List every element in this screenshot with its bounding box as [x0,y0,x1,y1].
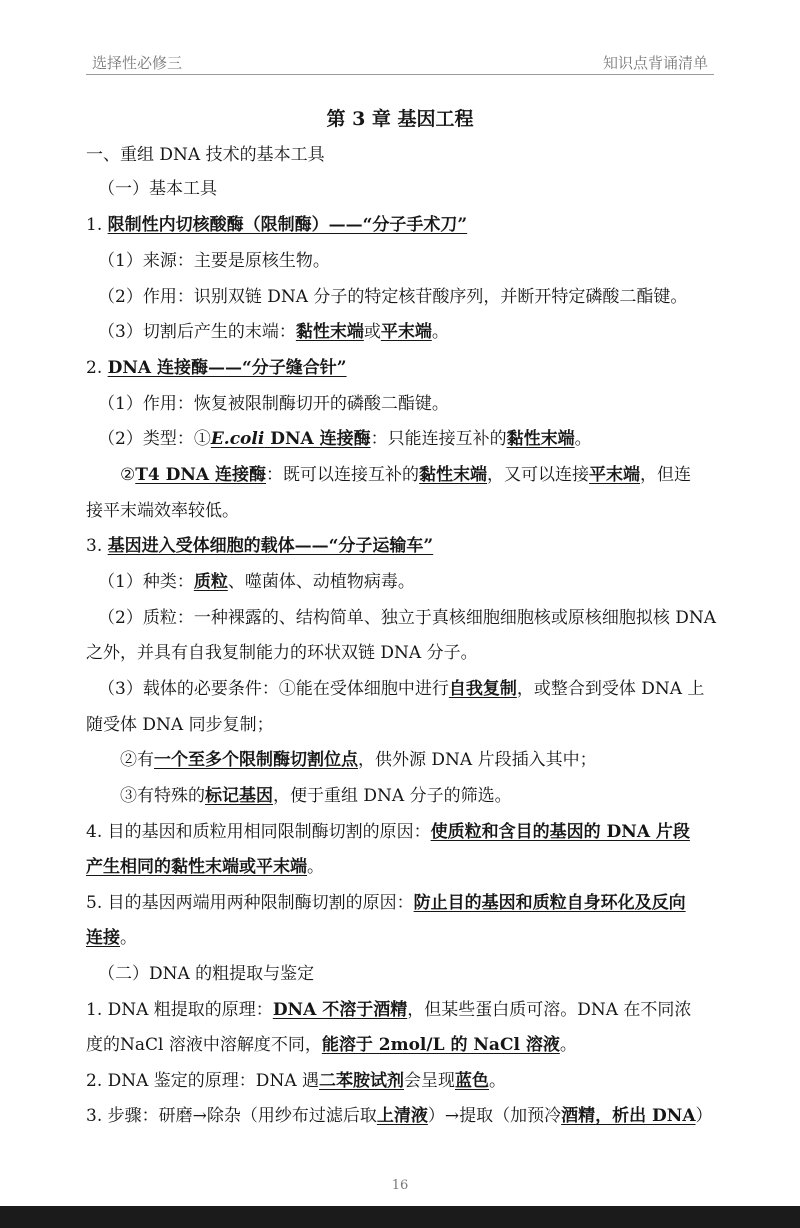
text-span: 或 [363,322,381,342]
key-term: 黏性末端 [419,465,488,485]
text-span: 。 [120,928,137,948]
header-left: 选择性必修三 [92,54,183,72]
key-term: 自我复制 [448,679,517,699]
text-span: （1）种类： [98,572,194,592]
text-line [86,1033,726,1057]
key-term: 黏性末端 [295,322,364,342]
key-term: 连接 [86,928,120,948]
key-term: 能溶于 2mol/L 的 NaCl 溶液 [321,1035,560,1055]
key-term: 二苯胺试剂 [319,1071,404,1091]
text-line: （1）来源：主要是原核生物。 [98,251,330,271]
text-span: （2）类型：① [98,429,211,449]
text-span: 4. 目的基因和质粒用相同限制酶切割的原因： [86,822,431,842]
header-right: 知识点背诵清单 [602,54,708,72]
item-title: 限制性内切核酸酶（限制酶）——“分子手术刀” [107,215,468,235]
text-line [86,820,726,844]
text-span: （3）载体的必要条件：①能在受体细胞中进行 [98,679,449,699]
text-span: ，或整合到受体 DNA 上 [516,679,705,699]
text-line: 之外，并具有自我复制能力的环状双链 DNA 分子。 [86,643,478,663]
text-line [120,748,760,772]
key-term: 上清液 [376,1106,428,1126]
text-line [86,1104,726,1128]
key-term: 平末端 [589,465,641,485]
text-line: （1）作用：恢复被限制酶切开的磷酸二酯键。 [98,394,449,414]
item-heading-2 [86,356,726,380]
text-line: （2）作用：识别双链 DNA 分子的特定核苷酸序列，并断开特定磷酸二酯键。 [98,287,688,307]
item-title: DNA 连接酶——“分子缝合针” [107,358,347,378]
chapter-title: 第 3 章 基因工程 [326,108,474,130]
text-span: 5. 目的基因两端用两种限制酶切割的原因： [86,893,414,913]
key-term: 酒精，析出 DNA [561,1106,696,1126]
text-span: （3）切割后产生的末端： [98,322,296,342]
text-span: 3. 步骤：研磨→除杂（用纱布过滤后取 [86,1106,377,1126]
key-term: 产生相同的黏性末端或平末端 [86,857,307,877]
text-span: ，但某些蛋白质可溶。DNA 在不同浓 [407,1000,692,1020]
text-line [98,320,738,344]
header-divider [86,74,714,75]
text-line [86,855,726,879]
item-number: 1. [86,215,108,235]
item-heading-3 [86,534,726,558]
text-span: ② [120,465,136,485]
key-term: 使质粒和含目的基因的 DNA 片段 [430,822,690,842]
text-span: 1. DNA 粗提取的原理： [86,1000,273,1020]
text-span: ） [695,1106,713,1126]
text-span: ）→提取（加预冷 [427,1106,562,1126]
text-line [98,570,738,594]
text-line [86,926,726,950]
text-line [86,1069,726,1093]
text-span: 、噬菌体、动植物病毒。 [227,572,415,592]
text-span: 2. DNA 鉴定的原理：DNA 遇 [86,1071,319,1091]
key-term: T4 DNA 连接酶 [135,465,267,485]
bottom-bar [0,1206,800,1228]
text-span: ，便于重组 DNA 分子的筛选。 [273,786,512,806]
section-heading: 一、重组 DNA 技术的基本工具 [86,145,325,165]
key-term: 一个至多个限制酶切割位点 [154,750,358,770]
subsection-heading: （一）基本工具 [98,179,217,199]
key-term: 防止目的基因和质粒自身环化及反向 [413,893,686,913]
item-number: 2. [86,358,108,378]
text-line: 随受体 DNA 同步复制； [86,715,274,735]
key-term: 平末端 [380,322,432,342]
text-span: ：既可以连接互补的 [266,465,420,485]
text-span: 。 [489,1071,506,1091]
text-span: 会呈现 [404,1071,455,1091]
key-term: DNA 连接酶 [264,429,371,449]
text-span: 。 [431,322,449,342]
key-term: 标记基因 [205,786,273,806]
item-heading-1 [86,213,726,237]
key-term: 质粒 [193,572,228,592]
text-span: 。 [574,429,592,449]
text-span: 。 [559,1035,577,1055]
text-span: 。 [307,857,324,877]
text-line [120,463,760,487]
text-span: ③有特殊的 [120,786,205,806]
text-line [86,998,726,1022]
text-span: ：只能连接互补的 [370,429,507,449]
key-term: E.coli [210,429,265,449]
text-span: ，但连 [640,465,692,485]
subsection-heading: （二）DNA 的粗提取与鉴定 [98,964,315,984]
text-span: 度的NaCl 溶液中溶解度不同， [86,1035,322,1055]
text-span: ，供外源 DNA 片段插入其中； [358,750,597,770]
text-line [98,677,738,701]
item-title: 基因进入受体细胞的载体——“分子运输车” [107,536,434,556]
key-term: 蓝色 [455,1071,489,1091]
text-line [98,427,738,451]
text-line [86,891,726,915]
page-number: 16 [391,1178,409,1193]
text-line: 接平末端效率较低。 [86,501,239,521]
text-span: ②有 [120,750,154,770]
text-span: ，又可以连接 [487,465,590,485]
key-term: DNA 不溶于酒精 [272,1000,408,1020]
key-term: 黏性末端 [506,429,575,449]
text-line [120,784,760,808]
text-line: （2）质粒：一种裸露的、结构简单、独立于真核细胞细胞核或原核细胞拟核 DNA [98,608,716,628]
item-number: 3. [86,536,108,556]
